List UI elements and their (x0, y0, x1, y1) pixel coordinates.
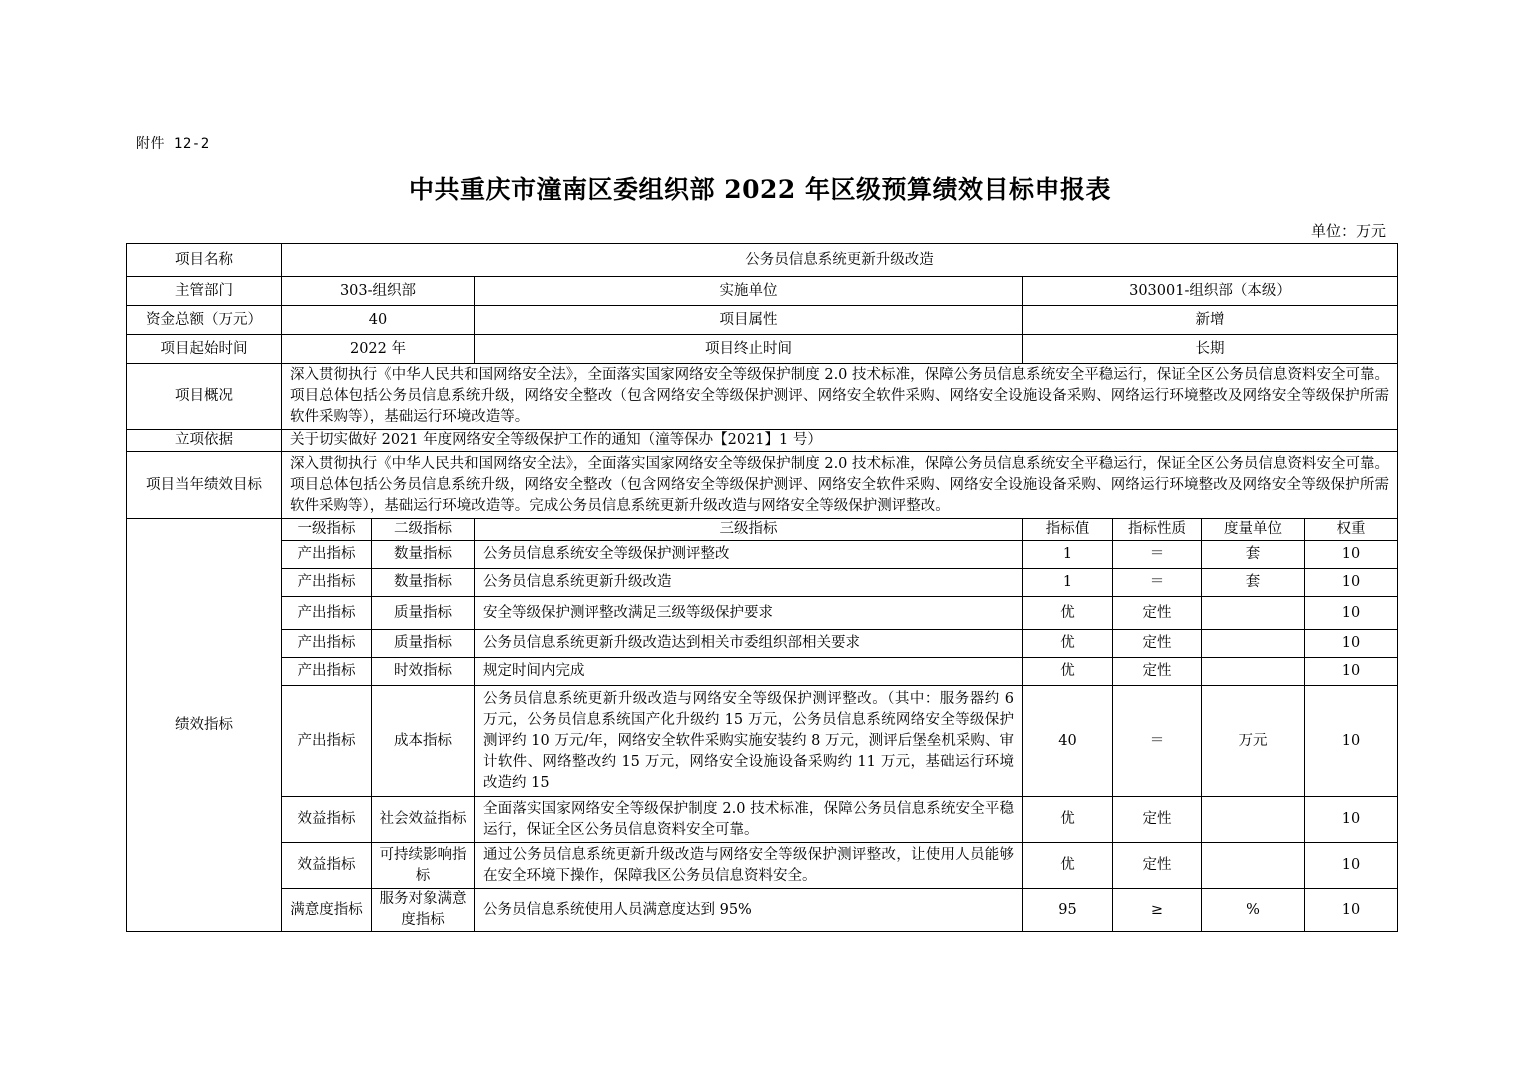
dept-label: 主管部门 (127, 277, 282, 306)
perf-header-unit: 度量单位 (1202, 519, 1305, 541)
row-unit: 万元 (1202, 686, 1305, 797)
row-l1: 产出指标 (282, 541, 372, 569)
row-value: 1 (1023, 541, 1113, 569)
row-value: 1 (1023, 569, 1113, 597)
unit-label: 单位：万元 (1310, 222, 1386, 240)
dept-value: 303-组织部 (282, 277, 475, 306)
fund-label: 资金总额（万元） (127, 306, 282, 335)
row-weight: 10 (1305, 797, 1398, 843)
row-l2: 成本指标 (372, 686, 475, 797)
basis-label: 立项依据 (127, 430, 282, 452)
row-goal (127, 452, 1398, 519)
row-period (127, 335, 1398, 364)
row-weight: 10 (1305, 889, 1398, 932)
row-value: 优 (1023, 597, 1113, 630)
row-weight: 10 (1305, 630, 1398, 658)
row-unit: % (1202, 889, 1305, 932)
project-name-label: 项目名称 (127, 244, 282, 277)
row-unit (1202, 843, 1305, 889)
basis-value: 关于切实做好 2021 年度网络安全等级保护工作的通知（潼等保办【2021】1 号） (282, 430, 1398, 452)
row-fund (127, 306, 1398, 335)
table-row (127, 797, 1398, 843)
row-weight: 10 (1305, 686, 1398, 797)
row-unit: 套 (1202, 569, 1305, 597)
row-weight: 10 (1305, 843, 1398, 889)
row-overview (127, 364, 1398, 430)
table-row (127, 889, 1398, 932)
page-title: 中共重庆市潼南区委组织部 2022 年区级预算绩效目标申报表 (409, 175, 1111, 204)
row-weight: 10 (1305, 658, 1398, 686)
row-weight: 10 (1305, 597, 1398, 630)
row-l1: 产出指标 (282, 686, 372, 797)
end-value: 长期 (1023, 335, 1398, 364)
table-row (127, 843, 1398, 889)
perf-label: 绩效指标 (127, 519, 282, 932)
row-l3: 公务员信息系统更新升级改造与网络安全等级保护测评整改。（其中：服务器约 6 万元，公务员信息系统国产化升级约 15 万元，公务员信息系统网络安全等级保护测评约 10 万元/年，网络安全软件采购实施安装约 8 万元，测评后堡垒机采购、审计软件、网络整改约 15 万元，网络安全设施设备采购约 11 万元，基础运行环境改造约 15 (475, 686, 1023, 797)
row-nature: ＝ (1113, 569, 1202, 597)
start-value: 2022 年 (282, 335, 475, 364)
perf-header-l1: 一级指标 (282, 519, 372, 541)
row-l1: 产出指标 (282, 597, 372, 630)
perf-header-value: 指标值 (1023, 519, 1113, 541)
row-value: 优 (1023, 630, 1113, 658)
row-nature: 定性 (1113, 797, 1202, 843)
impl-label: 实施单位 (475, 277, 1023, 306)
goal-label: 项目当年绩效目标 (127, 452, 282, 519)
impl-value: 303001-组织部（本级） (1023, 277, 1398, 306)
row-nature: 定性 (1113, 658, 1202, 686)
row-l3: 公务员信息系统更新升级改造达到相关市委组织部相关要求 (475, 630, 1023, 658)
overview-value: 深入贯彻执行《中华人民共和国网络安全法》，全面落实国家网络安全等级保护制度 2.0 技术标准，保障公务员信息系统安全平稳运行，保证全区公务员信息资料安全可靠。项目总体包括公务员信息系统升级，网络安全整改（包含网络安全等级保护测评、网络安全软件采购、网络安全设施设备采购、网络运行环境整改及网络安全等级保护所需软件采购等），基础运行环境改造等。 (282, 364, 1398, 430)
row-l1: 满意度指标 (282, 889, 372, 932)
row-weight: 10 (1305, 541, 1398, 569)
perf-header-nature: 指标性质 (1113, 519, 1202, 541)
row-unit (1202, 630, 1305, 658)
budget-performance-table (126, 243, 1398, 932)
fund-value: 40 (282, 306, 475, 335)
row-value: 优 (1023, 797, 1113, 843)
row-l3: 安全等级保护测评整改满足三级等级保护要求 (475, 597, 1023, 630)
row-department (127, 277, 1398, 306)
row-l1: 效益指标 (282, 797, 372, 843)
row-l3: 公务员信息系统更新升级改造 (475, 569, 1023, 597)
row-l1: 产出指标 (282, 658, 372, 686)
row-l2: 数量指标 (372, 569, 475, 597)
row-l2: 可持续影响指标 (372, 843, 475, 889)
row-unit (1202, 797, 1305, 843)
row-l1: 产出指标 (282, 630, 372, 658)
row-value: 95 (1023, 889, 1113, 932)
table-row (127, 541, 1398, 569)
row-value: 40 (1023, 686, 1113, 797)
table-row (127, 686, 1398, 797)
start-label: 项目起始时间 (127, 335, 282, 364)
annex-label: 附件 12-2 (136, 136, 210, 152)
row-l3: 公务员信息系统安全等级保护测评整改 (475, 541, 1023, 569)
table-row (127, 597, 1398, 630)
perf-header-l3: 三级指标 (475, 519, 1023, 541)
row-l1: 产出指标 (282, 569, 372, 597)
row-nature: ≥ (1113, 889, 1202, 932)
row-nature: 定性 (1113, 597, 1202, 630)
row-l2: 社会效益指标 (372, 797, 475, 843)
row-nature: ＝ (1113, 541, 1202, 569)
table-row (127, 569, 1398, 597)
row-nature: ＝ (1113, 686, 1202, 797)
row-l2: 服务对象满意度指标 (372, 889, 475, 932)
row-l2: 质量指标 (372, 597, 475, 630)
project-name-value: 公务员信息系统更新升级改造 (282, 244, 1398, 277)
row-value: 优 (1023, 843, 1113, 889)
row-l3: 全面落实国家网络安全等级保护制度 2.0 技术标准，保障公务员信息系统安全平稳运行，保证全区公务员信息资料安全可靠。 (475, 797, 1023, 843)
row-unit: 套 (1202, 541, 1305, 569)
overview-label: 项目概况 (127, 364, 282, 430)
row-nature: 定性 (1113, 843, 1202, 889)
perf-header-weight: 权重 (1305, 519, 1398, 541)
perf-header-row (127, 519, 1398, 541)
end-label: 项目终止时间 (475, 335, 1023, 364)
row-weight: 10 (1305, 569, 1398, 597)
row-l2: 质量指标 (372, 630, 475, 658)
perf-header-l2: 二级指标 (372, 519, 475, 541)
row-value: 优 (1023, 658, 1113, 686)
table-row (127, 630, 1398, 658)
row-l3: 通过公务员信息系统更新升级改造与网络安全等级保护测评整改，让使用人员能够在安全环境下操作，保障我区公务员信息资料安全。 (475, 843, 1023, 889)
table-row (127, 658, 1398, 686)
goal-value: 深入贯彻执行《中华人民共和国网络安全法》，全面落实国家网络安全等级保护制度 2.0 技术标准，保障公务员信息系统安全平稳运行，保证全区公务员信息资料安全可靠。项目总体包括公务员信息系统升级，网络安全整改（包含网络安全等级保护测评、网络安全软件采购、网络安全设施设备采购、网络运行环境整改及网络安全等级保护所需软件采购等），基础运行环境改造等。完成公务员信息系统更新升级改造与网络安全等级保护测评整改。 (282, 452, 1398, 519)
row-unit (1202, 658, 1305, 686)
row-l3: 公务员信息系统使用人员满意度达到 95% (475, 889, 1023, 932)
attr-value: 新增 (1023, 306, 1398, 335)
row-nature: 定性 (1113, 630, 1202, 658)
row-l2: 时效指标 (372, 658, 475, 686)
row-unit (1202, 597, 1305, 630)
row-l3: 规定时间内完成 (475, 658, 1023, 686)
attr-label: 项目属性 (475, 306, 1023, 335)
row-l2: 数量指标 (372, 541, 475, 569)
row-l1: 效益指标 (282, 843, 372, 889)
row-basis (127, 430, 1398, 452)
row-project-name (127, 244, 1398, 277)
